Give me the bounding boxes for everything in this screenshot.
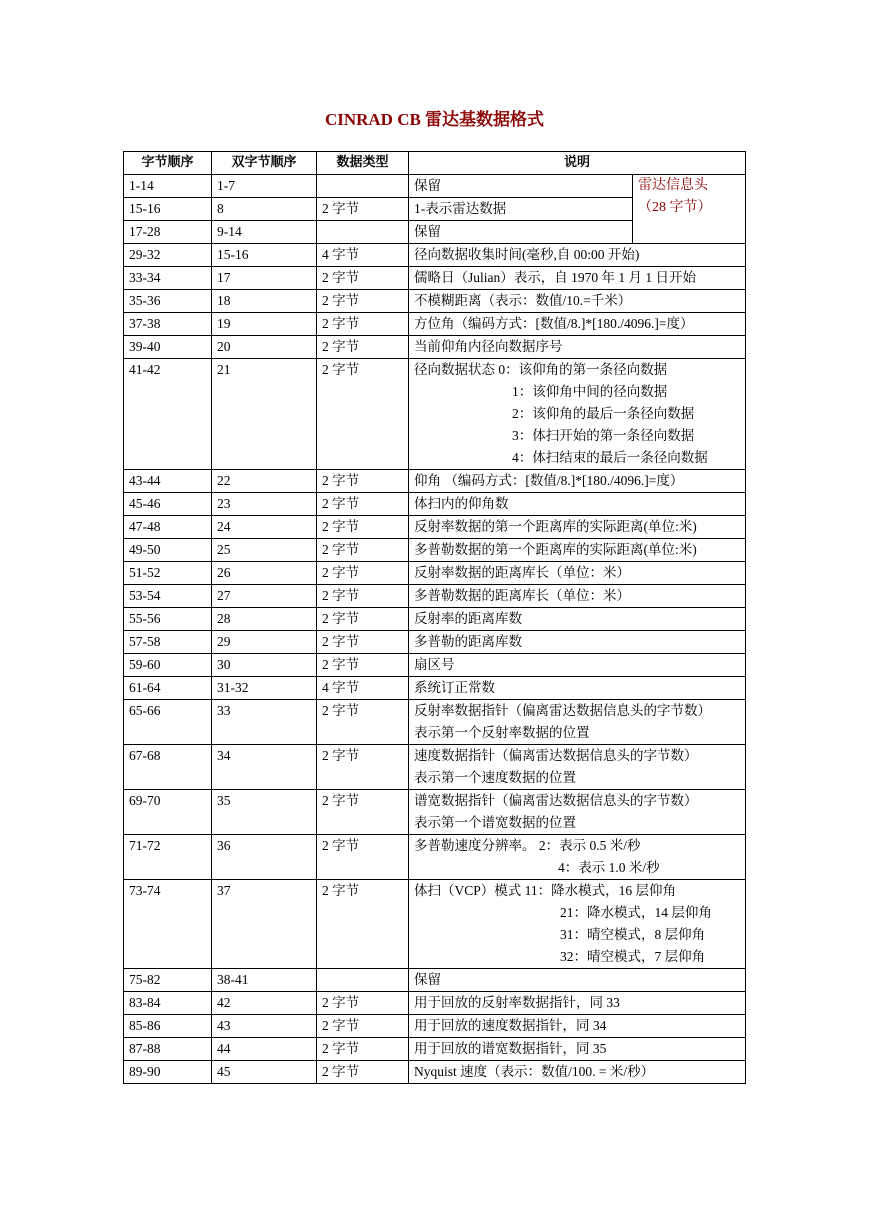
description-line: 多普勒数据的距离库长（单位：米） [414,588,630,603]
cell-data-type [317,221,409,244]
radar-header-label-name: 雷达信息头 [638,178,708,193]
cell-byte-order: 51-52 [124,562,212,585]
description-line: 保留 [414,178,441,193]
cell-byte-order: 73-74 [124,880,212,969]
cell-word-order: 27 [212,585,317,608]
description-line: 不模糊距离（表示：数值/10.=千米） [414,293,632,308]
cell-word-order: 30 [212,654,317,677]
cell-data-type: 4 字节 [317,677,409,700]
cell-word-order: 31-32 [212,677,317,700]
table-row [124,290,746,313]
description-line: 3：体扫开始的第一条径向数据 [512,428,695,443]
table-row [124,880,746,969]
cell-description [409,700,746,745]
cell-data-type: 2 字节 [317,198,409,221]
table-row [124,585,746,608]
table-row [124,267,746,290]
cell-byte-order: 47-48 [124,516,212,539]
description-line: 当前仰角内径向数据序号 [414,339,563,354]
cell-description [409,608,746,631]
cell-word-order: 19 [212,313,317,336]
table-row [124,677,746,700]
description-line: 32：晴空模式，7 层仰角 [560,949,706,964]
cell-description [409,880,746,969]
cell-word-order: 26 [212,562,317,585]
cell-byte-order: 57-58 [124,631,212,654]
cell-byte-order: 89-90 [124,1061,212,1084]
description-line: 4：体扫结束的最后一条径向数据 [512,450,708,465]
header-description: 说明 [409,152,746,175]
table-row [124,992,746,1015]
cell-data-type [317,969,409,992]
cell-data-type: 2 字节 [317,1038,409,1061]
table-row [124,244,746,267]
description-line: 多普勒速度分辨率。 2：表示 0.5 米/秒 [414,838,641,853]
cell-data-type: 2 字节 [317,654,409,677]
cell-description [409,244,746,267]
description-line: 体扫（VCP）模式 11：降水模式，16 层仰角 [414,883,677,898]
cell-byte-order: 17-28 [124,221,212,244]
table-row [124,336,746,359]
description-line: 21：降水模式，14 层仰角 [560,905,712,920]
description-line: 扇区号 [414,657,455,672]
cell-byte-order: 1-14 [124,175,212,198]
header-byte-order: 字节顺序 [124,152,212,175]
cell-description [409,1038,746,1061]
description-line: 1：该仰角中间的径向数据 [512,384,668,399]
cell-description [409,313,746,336]
cell-description [409,539,746,562]
cell-data-type: 2 字节 [317,1015,409,1038]
cell-description [409,631,746,654]
cell-data-type: 2 字节 [317,608,409,631]
cell-word-order: 15-16 [212,244,317,267]
description-line: 仰角 （编码方式：[数值/8.]*[180./4096.]=度） [414,473,684,488]
table-row [124,631,746,654]
table-row [124,790,746,835]
cell-description [409,969,746,992]
cell-description [409,562,746,585]
cell-word-order: 43 [212,1015,317,1038]
table-row [124,1038,746,1061]
description-line: 反射率数据的距离库长（单位：米） [414,565,630,580]
cell-data-type: 2 字节 [317,516,409,539]
cell-byte-order: 85-86 [124,1015,212,1038]
description-line: 表示第一个速度数据的位置 [414,770,576,785]
description-line: 反射率的距离库数 [414,611,522,626]
cell-word-order: 29 [212,631,317,654]
cell-description [409,585,746,608]
cell-byte-order: 61-64 [124,677,212,700]
cell-byte-order: 29-32 [124,244,212,267]
cell-data-type: 2 字节 [317,539,409,562]
description-line: 方位角（编码方式：[数值/8.]*[180./4096.]=度） [414,316,694,331]
cell-word-order: 9-14 [212,221,317,244]
table-row [124,700,746,745]
header-data-type: 数据类型 [317,152,409,175]
cell-data-type [317,175,409,198]
cell-byte-order: 69-70 [124,790,212,835]
cell-word-order: 22 [212,470,317,493]
cell-description [409,516,746,539]
description-line: 多普勒的距离库数 [414,634,522,649]
cell-data-type: 2 字节 [317,267,409,290]
radar-header-label [633,175,746,244]
cell-data-type: 2 字节 [317,745,409,790]
cell-byte-order: 49-50 [124,539,212,562]
cell-word-order: 45 [212,1061,317,1084]
cell-data-type: 2 字节 [317,790,409,835]
cell-data-type: 4 字节 [317,244,409,267]
description-line: 表示第一个反射率数据的位置 [414,725,590,740]
table-row [124,539,746,562]
cell-description [409,175,633,198]
cell-word-order: 42 [212,992,317,1015]
cell-byte-order: 41-42 [124,359,212,470]
cell-byte-order: 83-84 [124,992,212,1015]
cell-byte-order: 37-38 [124,313,212,336]
description-line: 多普勒数据的第一个距离库的实际距离(单位:米) [414,542,697,557]
cell-word-order: 44 [212,1038,317,1061]
table-row [124,175,746,198]
cell-description [409,992,746,1015]
cell-data-type: 2 字节 [317,336,409,359]
header-word-order: 双字节顺序 [212,152,317,175]
cell-word-order: 35 [212,790,317,835]
cell-word-order: 1-7 [212,175,317,198]
cell-description [409,654,746,677]
cell-data-type: 2 字节 [317,585,409,608]
cell-byte-order: 35-36 [124,290,212,313]
cell-data-type: 2 字节 [317,313,409,336]
table-row [124,313,746,336]
page-title: CINRAD CB 雷达基数据格式 [324,110,545,129]
description-line: 径向数据状态 0：该仰角的第一条径向数据 [414,362,668,377]
table-header-row [124,152,746,175]
cell-byte-order: 15-16 [124,198,212,221]
cell-description [409,198,633,221]
cell-word-order: 17 [212,267,317,290]
table-row [124,359,746,470]
description-line: 保留 [414,972,441,987]
description-line: 体扫内的仰角数 [414,496,509,511]
description-line: Nyquist 速度（表示：数值/100. = 米/秒） [414,1064,655,1079]
description-line: 系统订正常数 [414,680,495,695]
cell-data-type: 2 字节 [317,880,409,969]
cell-description [409,677,746,700]
description-line: 速度数据指针（偏离雷达数据信息头的字节数） [414,748,698,763]
cell-description [409,336,746,359]
table-row [124,969,746,992]
description-line: 31：晴空模式，8 层仰角 [560,927,706,942]
cell-byte-order: 43-44 [124,470,212,493]
description-line: 2：该仰角的最后一条径向数据 [512,406,695,421]
cell-description [409,1015,746,1038]
description-line: 用于回放的速度数据指针，同 34 [414,1018,607,1033]
cell-description [409,359,746,470]
cell-data-type: 2 字节 [317,700,409,745]
cell-description [409,267,746,290]
cell-data-type: 2 字节 [317,835,409,880]
table-row [124,745,746,790]
radar-header-label-size: （28 字节） [638,200,712,215]
cell-word-order: 33 [212,700,317,745]
cell-byte-order: 39-40 [124,336,212,359]
cell-word-order: 24 [212,516,317,539]
cell-byte-order: 71-72 [124,835,212,880]
description-line: 保留 [414,224,441,239]
cell-description [409,1061,746,1084]
cell-byte-order: 59-60 [124,654,212,677]
description-line: 4：表示 1.0 米/秒 [558,860,660,875]
table-row [124,608,746,631]
description-line: 反射率数据的第一个距离库的实际距离(单位:米) [414,519,697,534]
cell-data-type: 2 字节 [317,470,409,493]
table-row [124,470,746,493]
table-row [124,835,746,880]
cell-description [409,493,746,516]
description-line: 谱宽数据指针（偏离雷达数据信息头的字节数） [414,793,698,808]
cell-description [409,221,633,244]
table-row [124,654,746,677]
cell-byte-order: 33-34 [124,267,212,290]
cell-byte-order: 65-66 [124,700,212,745]
cell-description [409,290,746,313]
cell-description [409,745,746,790]
cell-data-type: 2 字节 [317,562,409,585]
cell-description [409,790,746,835]
description-line: 儒略日（Julian）表示，自 1970 年 1 月 1 日开始 [414,270,696,285]
cell-word-order: 23 [212,493,317,516]
cell-data-type: 2 字节 [317,992,409,1015]
table-row [124,493,746,516]
cell-byte-order: 53-54 [124,585,212,608]
table-row [124,516,746,539]
cell-word-order: 25 [212,539,317,562]
cell-word-order: 20 [212,336,317,359]
cell-word-order: 37 [212,880,317,969]
description-line: 表示第一个谱宽数据的位置 [414,815,576,830]
cell-data-type: 2 字节 [317,631,409,654]
cell-byte-order: 55-56 [124,608,212,631]
cell-word-order: 34 [212,745,317,790]
cell-data-type: 2 字节 [317,290,409,313]
cell-byte-order: 87-88 [124,1038,212,1061]
cell-word-order: 28 [212,608,317,631]
description-line: 反射率数据指针（偏离雷达数据信息头的字节数） [414,703,711,718]
cell-description [409,470,746,493]
description-line: 用于回放的谱宽数据指针，同 35 [414,1041,607,1056]
cell-description [409,835,746,880]
cell-byte-order: 45-46 [124,493,212,516]
cell-word-order: 18 [212,290,317,313]
cell-word-order: 38-41 [212,969,317,992]
description-line: 径向数据收集时间(毫秒,自 00:00 开始) [414,247,640,262]
format-table [123,151,746,1084]
cell-byte-order: 75-82 [124,969,212,992]
cell-word-order: 8 [212,198,317,221]
cell-word-order: 36 [212,835,317,880]
description-line: 1-表示雷达数据 [414,201,507,216]
table-row [124,1061,746,1084]
table-row [124,562,746,585]
description-line: 用于回放的反射率数据指针，同 33 [414,995,620,1010]
table-row [124,1015,746,1038]
cell-word-order: 21 [212,359,317,470]
cell-data-type: 2 字节 [317,493,409,516]
cell-data-type: 2 字节 [317,1061,409,1084]
cell-data-type: 2 字节 [317,359,409,470]
cell-byte-order: 67-68 [124,745,212,790]
